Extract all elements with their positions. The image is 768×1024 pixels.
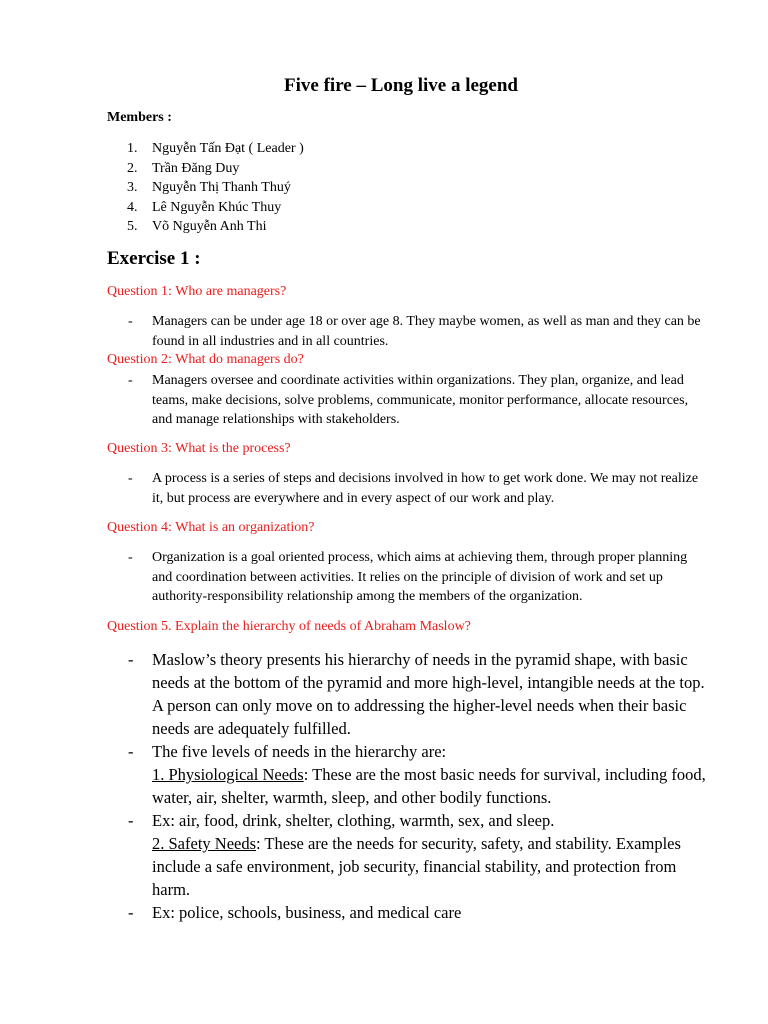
member-name: Nguyễn Thị Thanh Thuý xyxy=(152,180,291,195)
document-title: Five fire – Long live a legend xyxy=(284,75,518,96)
level1-example-block xyxy=(152,809,708,901)
member-number: 1. xyxy=(127,141,138,156)
member-name: Lê Nguyễn Khúc Thuy xyxy=(152,199,282,215)
member-number: 2. xyxy=(127,160,138,176)
member-number: 4. xyxy=(127,199,138,215)
level1-text: : These are the most basic needs for survival, including food, water, air, shelter, warmth, sleep, and other bodily functions. xyxy=(152,765,706,807)
question-4: Question 4: What is an organization? xyxy=(107,520,315,535)
answer-text: Managers can be under age 18 or over age 8. They maybe women, as well as man and they can be found in all industries and in all countries. xyxy=(152,314,701,349)
answer-3 xyxy=(128,469,708,508)
bullet-dash: - xyxy=(128,650,134,669)
bullet-dash: - xyxy=(128,471,133,486)
member-item xyxy=(107,217,304,237)
answer-2 xyxy=(128,371,708,430)
member-item xyxy=(107,159,304,179)
bullet-dash: - xyxy=(128,903,134,922)
bullet-dash: - xyxy=(128,314,133,329)
answer-1 xyxy=(128,312,708,351)
maslow-answer xyxy=(128,648,708,924)
answer-4 xyxy=(128,548,708,607)
bullet-dash: - xyxy=(128,811,134,830)
question-5: Question 5. Explain the hierarchy of needs of Abraham Maslow? xyxy=(107,619,471,634)
level2-example: Ex: police, schools, business, and medical care xyxy=(152,903,462,922)
member-name: Võ Nguyễn Anh Thi xyxy=(152,219,267,234)
exercise-heading: Exercise 1 : xyxy=(107,248,201,269)
question-1: Question 1: Who are managers? xyxy=(107,284,287,299)
member-item xyxy=(107,198,304,218)
question-3: Question 3: What is the process? xyxy=(107,441,291,456)
question-2: Question 2: What do managers do? xyxy=(107,352,304,367)
answer-text: A process is a series of steps and decisions involved in how to get work done. We may not realize it, but process are everywhere and in every aspect of our work and play. xyxy=(152,471,699,506)
members-label: Members : xyxy=(107,110,172,125)
bullet-dash: - xyxy=(128,373,133,388)
maslow-levels-block xyxy=(152,740,708,809)
member-name: Nguyễn Tấn Đạt ( Leader ) xyxy=(152,141,304,156)
level2-title: 2. Safety Needs xyxy=(152,834,257,853)
maslow-levels-item xyxy=(128,740,708,809)
member-number: 3. xyxy=(127,180,138,195)
maslow-theory-text: Maslow’s theory presents his hierarchy of needs in the pyramid shape, with basic needs at the bottom of the pyramid and more high-level, intangible needs at the top. A person can only move on to addressing the higher-level needs when their basic needs are adequately fulfilled. xyxy=(152,650,705,738)
answer-text: Managers oversee and coordinate activities within organizations. They plan, organize, and lead teams, make decisions, solve problems, communicate, monitor performance, allocate resources, and manage relationships with stakeholders. xyxy=(152,373,689,427)
level1-example-item xyxy=(128,809,708,901)
bullet-dash: - xyxy=(128,550,133,565)
member-number: 5. xyxy=(127,219,138,234)
level2-text: : These are the needs for security, safety, and stability. Examples include a safe environment, job security, financial stability, and protection from harm. xyxy=(152,834,681,899)
maslow-theory-item xyxy=(128,648,708,740)
members-list xyxy=(107,139,304,237)
member-name: Trần Đăng Duy xyxy=(152,160,240,176)
member-item xyxy=(107,178,304,198)
bullet-dash: - xyxy=(128,742,134,761)
levels-intro: The five levels of needs in the hierarchy are: xyxy=(152,742,447,761)
level1-title: 1. Physiological Needs xyxy=(152,765,304,784)
member-item xyxy=(107,139,304,159)
level2-example-item xyxy=(128,901,708,924)
level1-example: Ex: air, food, drink, shelter, clothing, warmth, sex, and sleep. xyxy=(152,811,555,830)
answer-text: Organization is a goal oriented process, which aims at achieving them, through proper planning and coordination between activities. It relies on the principle of division of work and set up authority-responsibility relationship among the members of the organization. xyxy=(152,550,688,604)
